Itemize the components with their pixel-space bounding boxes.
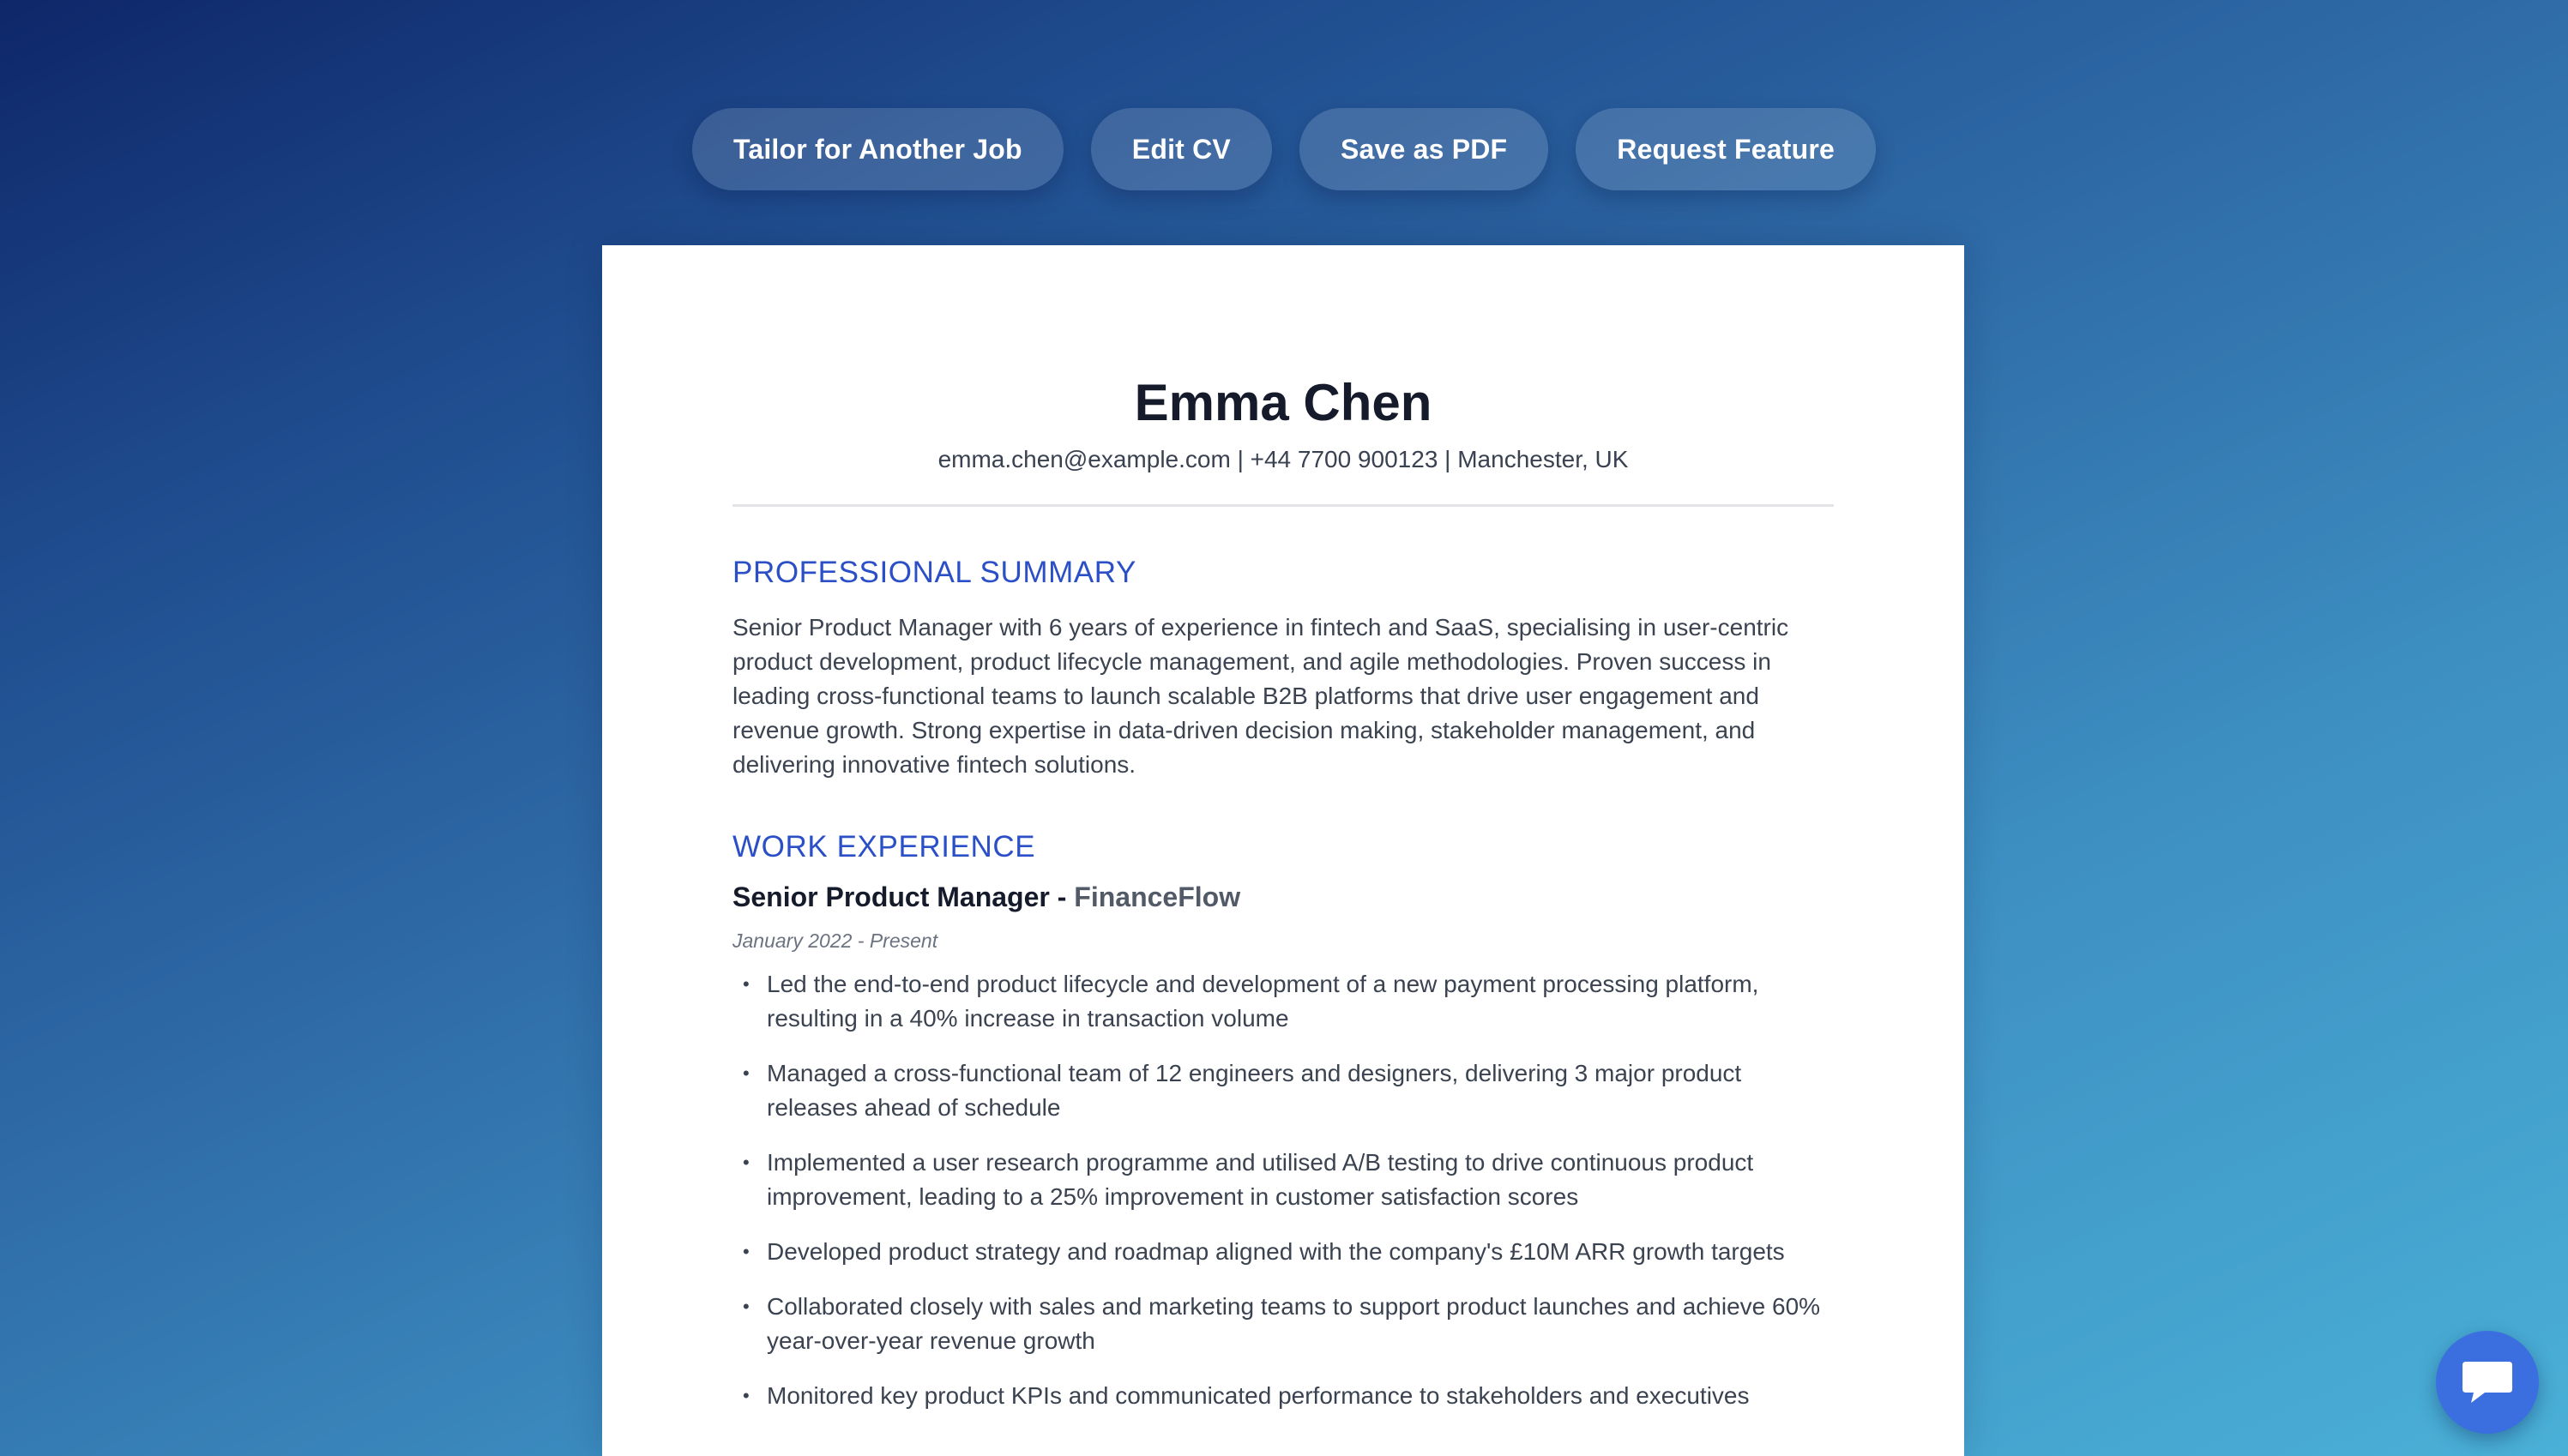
job-bullet	[732, 1235, 1834, 1269]
job-dates: January 2022 - Present	[732, 930, 938, 952]
job-bullet-text: Led the end-to-end product lifecycle and development of a new payment processing platform, resulting in a 40% increase in transaction volume	[767, 971, 1759, 1032]
job-bullet-text: Managed a cross-functional team of 12 engineers and designers, delivering 3 major product releases ahead of schedule	[767, 1060, 1742, 1121]
job-title-line	[732, 880, 1834, 914]
tailor-for-another-job-button[interactable]: Tailor for Another Job	[692, 108, 1064, 190]
chat-button[interactable]	[2436, 1331, 2539, 1434]
job-bullet	[732, 1290, 1834, 1358]
bullet-dot-icon: •	[743, 1241, 750, 1262]
cv-document	[602, 245, 1964, 1456]
bullet-dot-icon: •	[743, 1152, 750, 1173]
job-bullet-text: Developed product strategy and roadmap aligned with the company's £10M ARR growth targets	[767, 1238, 1785, 1265]
header-divider	[732, 504, 1834, 507]
bullet-dot-icon: •	[743, 1385, 750, 1406]
job-bullet-text: Implemented a user research programme and utilised A/B testing to drive continuous product improvement, leading to a 25% improvement in customer satisfaction scores	[767, 1149, 1754, 1210]
chat-bubble-icon	[2461, 1358, 2514, 1406]
request-feature-button[interactable]: Request Feature	[1576, 108, 1876, 190]
cv-name: Emma Chen	[1134, 374, 1432, 431]
professional-summary-heading: PROFESSIONAL SUMMARY	[732, 556, 1136, 589]
action-toolbar	[0, 108, 2568, 190]
bullet-dot-icon: •	[743, 973, 750, 995]
bullet-dot-icon: •	[743, 1062, 750, 1084]
job-bullet-text: Monitored key product KPIs and communicated performance to stakeholders and executives	[767, 1382, 1750, 1409]
job-bullet	[732, 1056, 1834, 1125]
job-bullet-text: Collaborated closely with sales and marketing teams to support product launches and achieve 60% year-over-year revenue growth	[767, 1293, 1821, 1354]
job-bullet	[732, 1379, 1834, 1413]
save-as-pdf-button[interactable]: Save as PDF	[1299, 108, 1548, 190]
work-experience-heading: WORK EXPERIENCE	[732, 830, 1036, 863]
job-bullet	[732, 1146, 1834, 1214]
job-bullet	[732, 967, 1834, 1036]
professional-summary-text: Senior Product Manager with 6 years of experience in fintech and SaaS, specialising in user-centric product development, product lifecycle management, and agile methodologies. Proven success in leading cross-functional teams to launch scalable B2B platforms that drive user engagement and revenue growth. Strong expertise in data-driven decision making, stakeholder management, and delivering innovative fintech solutions.	[732, 614, 1789, 778]
job-company: FinanceFlow	[1074, 881, 1241, 912]
bullet-dot-icon: •	[743, 1296, 750, 1317]
edit-cv-button[interactable]: Edit CV	[1091, 108, 1272, 190]
cv-contact-line: emma.chen@example.com | +44 7700 900123 | Manchester, UK	[937, 446, 1629, 472]
job-title: Senior Product Manager -	[732, 881, 1075, 912]
